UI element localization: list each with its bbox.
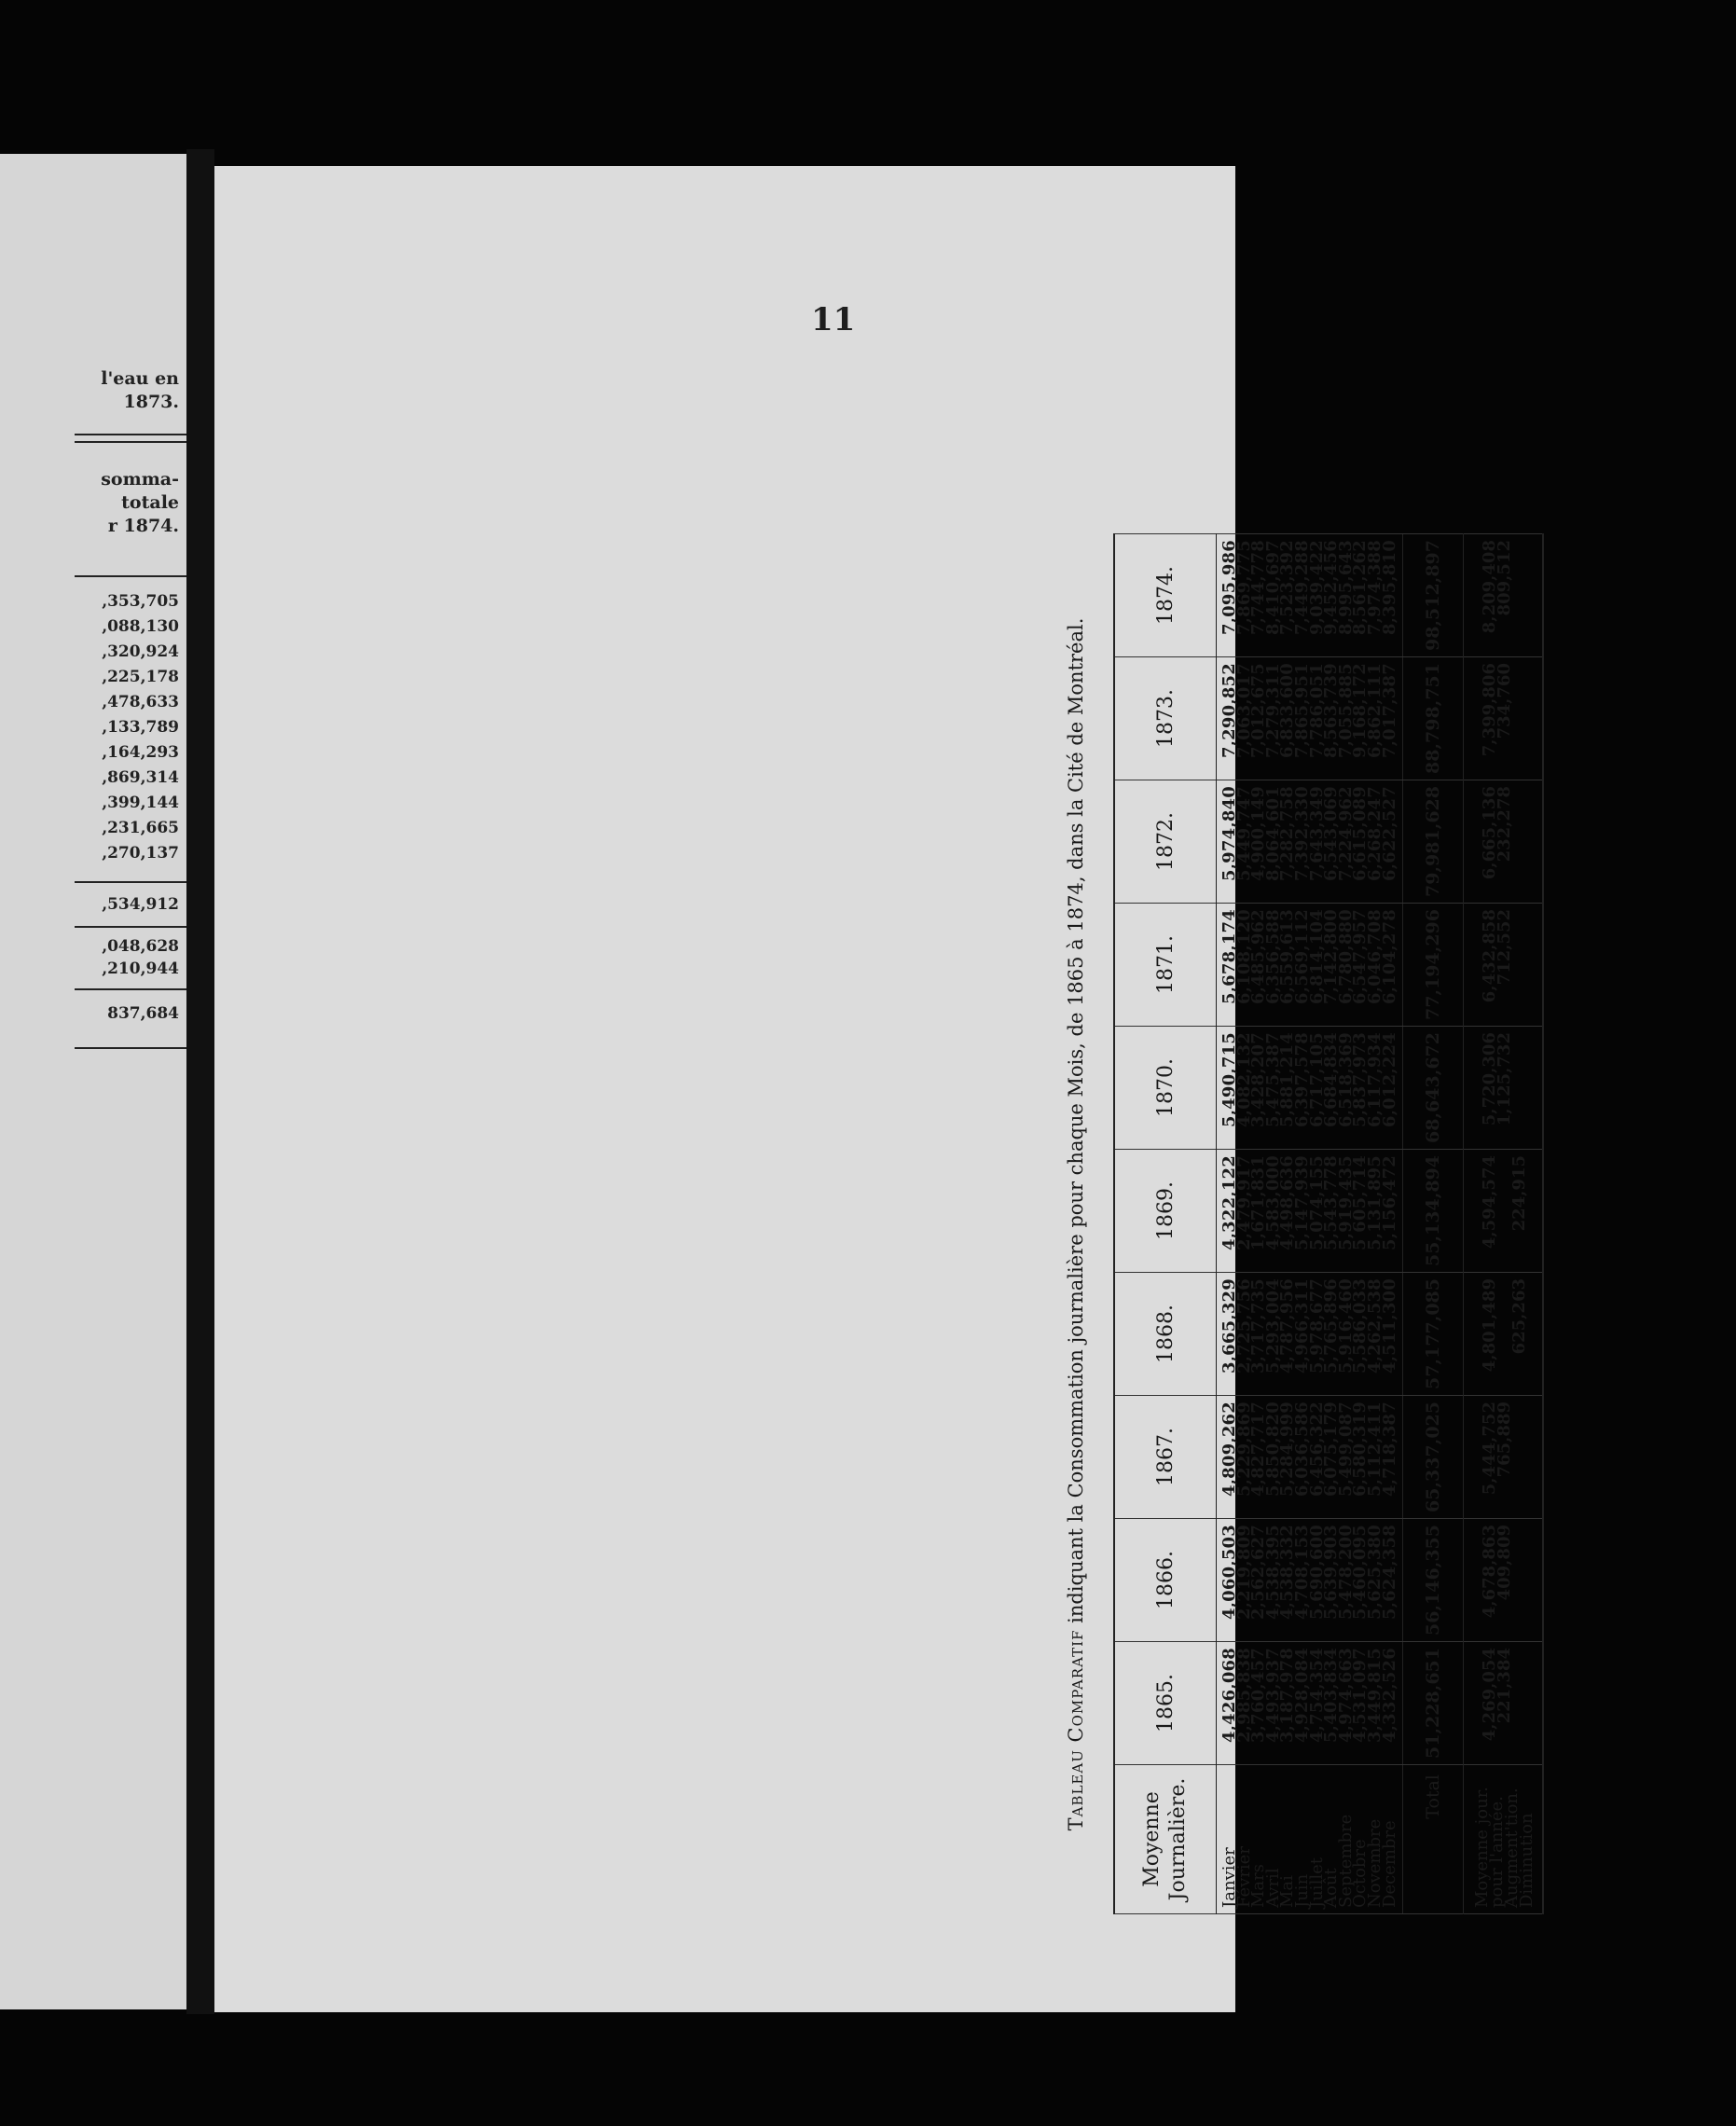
moyenne-value: 4,678,863	[1480, 1525, 1500, 1619]
month-value: 3,449,815	[1364, 1648, 1385, 1744]
month-value: 5,690,600	[1306, 1525, 1327, 1621]
month-value: 5,850,820	[1262, 1401, 1283, 1498]
facing-rule	[75, 441, 186, 443]
diminution-value	[1512, 1032, 1527, 1143]
month-value: 9,168,172	[1350, 663, 1371, 759]
month-value: 4,498,636	[1277, 1155, 1298, 1251]
month-value: 6,780,880	[1335, 909, 1356, 1005]
year-month-values	[1217, 780, 1403, 904]
rotated-table-block	[1065, 534, 1736, 1914]
facing-rule	[75, 434, 186, 435]
month-value: 7,095,986	[1219, 540, 1239, 636]
year-header: 1865.	[1114, 1642, 1217, 1765]
month-value: 3,665,329	[1219, 1278, 1239, 1374]
year-summary-values	[1464, 1273, 1544, 1396]
year-month-values	[1217, 1273, 1403, 1396]
year-summary-values	[1464, 1519, 1544, 1642]
month-value: 5,586,033	[1350, 1278, 1371, 1374]
month-value: 5,284,999	[1277, 1401, 1298, 1498]
month-value: 5,131,895	[1364, 1155, 1385, 1251]
diminution-value	[1512, 1648, 1527, 1759]
month-value: 8,561,262	[1350, 540, 1371, 636]
month-value: 6,615,089	[1350, 786, 1371, 882]
month-value: 7,449,288	[1291, 540, 1312, 636]
month-value: 4,262,538	[1364, 1278, 1385, 1374]
summary-row	[1464, 534, 1544, 1914]
year-month-values	[1217, 1519, 1403, 1642]
moyenne-value: 6,665,136	[1480, 786, 1500, 880]
month-value: 4,082,132	[1233, 1032, 1254, 1128]
corner-label-line: Journalière.	[1166, 1777, 1190, 1901]
month-value: 9,452,456	[1321, 540, 1342, 636]
month-value: 5,678,174	[1219, 909, 1239, 1005]
month-value: 5,475,387	[1262, 1032, 1283, 1128]
month-value: 4,827,717	[1248, 1401, 1269, 1498]
month-label: Decembre	[1379, 1820, 1399, 1908]
month-value: 6,012,224	[1379, 1032, 1399, 1128]
month-value: 6,833,600	[1277, 663, 1298, 759]
month-value: 4,332,526	[1379, 1648, 1399, 1744]
diminution-value	[1512, 1401, 1527, 1512]
month-value: 4,928,084	[1291, 1648, 1312, 1744]
total-value: 55,134,894	[1403, 1150, 1464, 1273]
summary-label-column	[1464, 1765, 1544, 1914]
year-month-values	[1217, 1150, 1403, 1273]
year-summary-values	[1464, 534, 1544, 657]
month-value: 5,156,472	[1379, 1155, 1399, 1251]
month-value: 6,036,586	[1291, 1401, 1312, 1498]
summary-label: Diminution	[1517, 1813, 1537, 1908]
facing-rule	[75, 988, 186, 990]
diminution-value	[1512, 663, 1527, 774]
month-value: 5,490,715	[1219, 1032, 1239, 1128]
month-value: 5,449,747	[1233, 786, 1254, 882]
month-value: 5,543,778	[1321, 1155, 1342, 1251]
month-value: 7,392,330	[1291, 786, 1312, 882]
year-header: 1866.	[1114, 1519, 1217, 1642]
facing-number: ,225,178	[102, 668, 179, 686]
facing-number: ,270,137	[102, 844, 179, 863]
month-value: 6,862,111	[1364, 663, 1385, 759]
total-value: 56,146,355	[1403, 1519, 1464, 1642]
month-value: 5,881,214	[1277, 1032, 1298, 1128]
month-value: 5,639,903	[1321, 1525, 1342, 1621]
header-row	[1114, 534, 1217, 1914]
facing-number: ,231,665	[102, 819, 179, 837]
month-label: Février	[1233, 1846, 1254, 1908]
year-month-values	[1217, 534, 1403, 657]
month-value: 4,538,332	[1277, 1525, 1298, 1621]
facing-rule	[75, 575, 186, 577]
month-value: 2,562,627	[1248, 1525, 1269, 1621]
month-value: 4,718,387	[1379, 1401, 1399, 1498]
total-value: 79,981,628	[1403, 780, 1464, 904]
month-value: 7,744,778	[1248, 540, 1269, 636]
month-value: 7,055,885	[1335, 663, 1356, 759]
year-header: 1868.	[1114, 1273, 1217, 1396]
year-month-values	[1217, 657, 1403, 780]
facing-number: ,320,924	[102, 642, 179, 661]
month-value: 7,224,962	[1335, 786, 1356, 882]
month-label: Avril	[1262, 1868, 1283, 1908]
month-label: Juillet	[1306, 1857, 1327, 1908]
month-value: 5,293,004	[1262, 1278, 1283, 1374]
month-value: 5,074,155	[1306, 1155, 1327, 1251]
month-value: 6,518,369	[1335, 1032, 1356, 1128]
facing-fragment-line: somma-	[101, 469, 179, 490]
month-value: 4,754,354	[1306, 1648, 1327, 1744]
month-value: 7,865,951	[1291, 663, 1312, 759]
summary-label: pour l'année.	[1487, 1796, 1508, 1908]
year-summary-values	[1464, 1396, 1544, 1519]
facing-rule	[75, 881, 186, 883]
month-value: 6,569,112	[1291, 909, 1312, 1005]
moyenne-value: 4,801,489	[1480, 1278, 1500, 1373]
corner-header	[1114, 1765, 1217, 1914]
corner-label-line: Moyenne	[1140, 1791, 1164, 1887]
month-value: 6,580,319	[1350, 1401, 1371, 1498]
month-value: 6,622,527	[1379, 786, 1399, 882]
month-value: 4,809,262	[1219, 1401, 1239, 1498]
month-value: 5,919,435	[1335, 1155, 1356, 1251]
total-value: 68,643,672	[1403, 1027, 1464, 1150]
month-value: 8,064,601	[1262, 786, 1283, 882]
augmentation-value: 232,278	[1495, 786, 1515, 863]
augmentation-value: 1,125,732	[1495, 1032, 1515, 1126]
facing-fragment-line: ,048,628	[102, 937, 179, 956]
month-label-column	[1217, 1765, 1403, 1914]
month-value: 6,684,834	[1321, 1032, 1342, 1128]
facing-fragment-line: ,210,944	[102, 959, 179, 978]
month-value: 7,643,349	[1306, 786, 1327, 882]
moyenne-value: 8,209,408	[1480, 540, 1500, 634]
facing-rule	[75, 926, 186, 928]
month-value: 2,479,917	[1233, 1155, 1254, 1251]
month-value: 4,787,956	[1277, 1278, 1298, 1374]
month-value: 5,765,896	[1321, 1278, 1342, 1374]
total-label: Total	[1403, 1765, 1464, 1914]
augmentation-value: 809,512	[1495, 540, 1515, 616]
month-value: 5,624,358	[1379, 1525, 1399, 1621]
month-value: 5,978,677	[1306, 1278, 1327, 1374]
month-value: 6,717,105	[1306, 1032, 1327, 1128]
diminution-value: 224,915	[1509, 1155, 1530, 1232]
month-value: 6,075,179	[1321, 1401, 1342, 1498]
total-value: 77,194,296	[1403, 904, 1464, 1027]
month-value: 8,395,810	[1379, 540, 1399, 636]
month-value: 5,147,939	[1291, 1155, 1312, 1251]
facing-fragment-line: 1873.	[123, 392, 179, 412]
month-value: 8,563,739	[1321, 663, 1342, 759]
year-header: 1874.	[1114, 534, 1217, 657]
month-value: 1,671,831	[1248, 1155, 1269, 1251]
month-label: Janvier	[1219, 1847, 1239, 1908]
month-value: 3,760,457	[1248, 1648, 1269, 1744]
month-value: 6,456,322	[1306, 1401, 1327, 1498]
facing-fragment-line: r 1874.	[107, 516, 179, 536]
month-value: 5,403,834	[1321, 1648, 1342, 1744]
augmentation-value: 409,809	[1495, 1525, 1515, 1601]
month-value: 5,837,973	[1350, 1032, 1371, 1128]
year-month-values	[1217, 1027, 1403, 1150]
month-value: 5,625,380	[1364, 1525, 1385, 1621]
month-value: 4,531,097	[1350, 1648, 1371, 1744]
month-value: 5,916,460	[1335, 1278, 1356, 1374]
month-value: 6,814,104	[1306, 909, 1327, 1005]
facing-number: ,399,144	[102, 794, 179, 812]
month-value: 7,282,758	[1277, 786, 1298, 882]
month-value: 6,356,588	[1262, 909, 1283, 1005]
month-value: 7,974,388	[1364, 540, 1385, 636]
year-summary-values	[1464, 904, 1544, 1027]
year-header: 1870.	[1114, 1027, 1217, 1150]
moyenne-value: 7,399,806	[1480, 663, 1500, 757]
facing-number: ,478,633	[102, 693, 179, 711]
month-value: 5 605,714	[1350, 1155, 1371, 1251]
monthly-values-row	[1217, 534, 1403, 1914]
month-value: 7,290,852	[1219, 663, 1239, 759]
document-page	[214, 166, 1537, 2012]
total-value: 88,798,751	[1403, 657, 1464, 780]
diminution-value	[1512, 786, 1527, 897]
month-value: 5,478,200	[1335, 1525, 1356, 1621]
month-value: 7,786,051	[1306, 663, 1327, 759]
year-summary-values	[1464, 657, 1544, 780]
month-value: 7,063,017	[1233, 663, 1254, 759]
moyenne-value: 6,432,858	[1480, 909, 1500, 1003]
month-value: 6,397,578	[1291, 1032, 1312, 1128]
month-label: Mars	[1248, 1863, 1269, 1908]
month-value: 4,493,937	[1262, 1648, 1283, 1744]
total-row	[1403, 534, 1464, 1914]
month-value: 7,279,311	[1262, 663, 1283, 759]
caption-text: indiquant la Consommation journalière pour chaque Mois, de 1865 à 1874, dans la Cité de Montréal.	[1065, 617, 1087, 1623]
facing-fragment-line: totale	[121, 492, 179, 513]
month-value: 5,460,095	[1350, 1525, 1371, 1621]
month-value: 6,108,120	[1233, 909, 1254, 1005]
month-value: 7,869,775	[1233, 540, 1254, 636]
year-month-values	[1217, 904, 1403, 1027]
augmentation-value: 765,889	[1495, 1401, 1515, 1478]
month-label: Mai	[1277, 1875, 1298, 1908]
year-header: 1869.	[1114, 1150, 1217, 1273]
month-value: 4,538,395	[1262, 1525, 1283, 1621]
month-value: 8,995,643	[1335, 540, 1356, 636]
caption-lead: Tableau Comparatif	[1065, 1629, 1087, 1831]
month-value: 7,523,392	[1277, 540, 1298, 636]
year-header: 1867.	[1114, 1396, 1217, 1519]
month-value: 4,966,311	[1291, 1278, 1312, 1374]
table-caption	[1065, 534, 1102, 1914]
month-value: 4,322,122	[1219, 1155, 1239, 1251]
month-value: 6,547,957	[1350, 909, 1371, 1005]
month-value: 7,142,800	[1321, 909, 1342, 1005]
moyenne-value: 5,444,752	[1480, 1401, 1500, 1496]
facing-fragment-line: 837,684	[107, 1004, 179, 1023]
augmentation-value: 221,384	[1495, 1648, 1515, 1724]
month-value: 4,708,153	[1291, 1525, 1312, 1621]
year-summary-values	[1464, 1027, 1544, 1150]
month-value: 5,499,087	[1335, 1401, 1356, 1498]
month-value: 4,583,000	[1262, 1155, 1283, 1251]
year-header: 1872.	[1114, 780, 1217, 904]
month-value: 8,410,697	[1262, 540, 1283, 636]
month-value: 6,046,708	[1364, 909, 1385, 1005]
facing-number: ,133,789	[102, 718, 179, 737]
diminution-value	[1512, 909, 1527, 1020]
moyenne-value: 4,269,054	[1480, 1648, 1500, 1742]
month-value: 3,717,735	[1248, 1278, 1269, 1374]
month-value: 4,974,663	[1335, 1648, 1356, 1744]
diminution-value	[1512, 540, 1527, 651]
year-summary-values	[1464, 1642, 1544, 1765]
month-value: 6,117,934	[1364, 1032, 1385, 1128]
month-value: 5,112,411	[1364, 1401, 1385, 1498]
month-value: 4,511,300	[1379, 1278, 1399, 1374]
summary-label: Moyenne jour.	[1472, 1786, 1493, 1908]
month-label: Octobre	[1350, 1839, 1371, 1908]
month-value: 4,060,503	[1219, 1525, 1239, 1621]
facing-page-fragment	[0, 154, 186, 2009]
book-gutter	[186, 149, 214, 2014]
diminution-value	[1512, 1525, 1527, 1636]
month-value: 3,187,978	[1277, 1648, 1298, 1744]
month-value: 4,426,068	[1219, 1648, 1239, 1744]
facing-number: ,353,705	[102, 592, 179, 611]
month-label: Septembre	[1335, 1814, 1356, 1908]
month-value: 7,012,675	[1248, 663, 1269, 759]
year-month-values	[1217, 1396, 1403, 1519]
year-header: 1871.	[1114, 904, 1217, 1027]
total-value: 98,512,897	[1403, 534, 1464, 657]
month-value: 7,017,387	[1379, 663, 1399, 759]
month-label: Août	[1321, 1868, 1342, 1908]
facing-number: ,164,293	[102, 743, 179, 762]
total-value: 65,337,025	[1403, 1396, 1464, 1519]
month-value: 6,559,613	[1277, 909, 1298, 1005]
facing-number: ,869,314	[102, 768, 179, 787]
month-value: 6,268,247	[1364, 786, 1385, 882]
consumption-table	[1113, 533, 1544, 1914]
facing-fragment-line: l'eau en	[101, 368, 179, 389]
month-value: 2,985,838	[1233, 1648, 1254, 1744]
moyenne-value: 5,720,306	[1480, 1032, 1500, 1126]
month-value: 5,229,869	[1233, 1401, 1254, 1498]
month-value: 3,428,207	[1248, 1032, 1269, 1128]
month-value: 2,219,809	[1233, 1525, 1254, 1621]
total-value: 51,228,651	[1403, 1642, 1464, 1765]
moyenne-value: 4,594,574	[1480, 1155, 1500, 1249]
month-value: 6,485,962	[1248, 909, 1269, 1005]
year-month-values	[1217, 1642, 1403, 1765]
diminution-value: 625,263	[1509, 1278, 1530, 1355]
month-value: 2,725,756	[1233, 1278, 1254, 1374]
month-value: 6,543,069	[1321, 786, 1342, 882]
summary-label: Augment'tion.	[1502, 1788, 1522, 1908]
month-value: 4,900,149	[1248, 786, 1269, 882]
page-number: 11	[811, 301, 856, 338]
facing-number: ,088,130	[102, 617, 179, 636]
total-value: 57,177,085	[1403, 1273, 1464, 1396]
month-value: 9,039,422	[1306, 540, 1327, 636]
facing-total: ,534,912	[102, 895, 179, 914]
month-label: Novembre	[1364, 1818, 1385, 1908]
year-summary-values	[1464, 780, 1544, 904]
augmentation-value: 712,552	[1495, 909, 1515, 986]
year-header: 1873.	[1114, 657, 1217, 780]
month-label: Juin	[1291, 1873, 1312, 1908]
month-value: 5,974,840	[1219, 786, 1239, 882]
facing-rule	[75, 1047, 186, 1049]
augmentation-value: 734,760	[1495, 663, 1515, 739]
month-value: 6,104,278	[1379, 909, 1399, 1005]
year-summary-values	[1464, 1150, 1544, 1273]
